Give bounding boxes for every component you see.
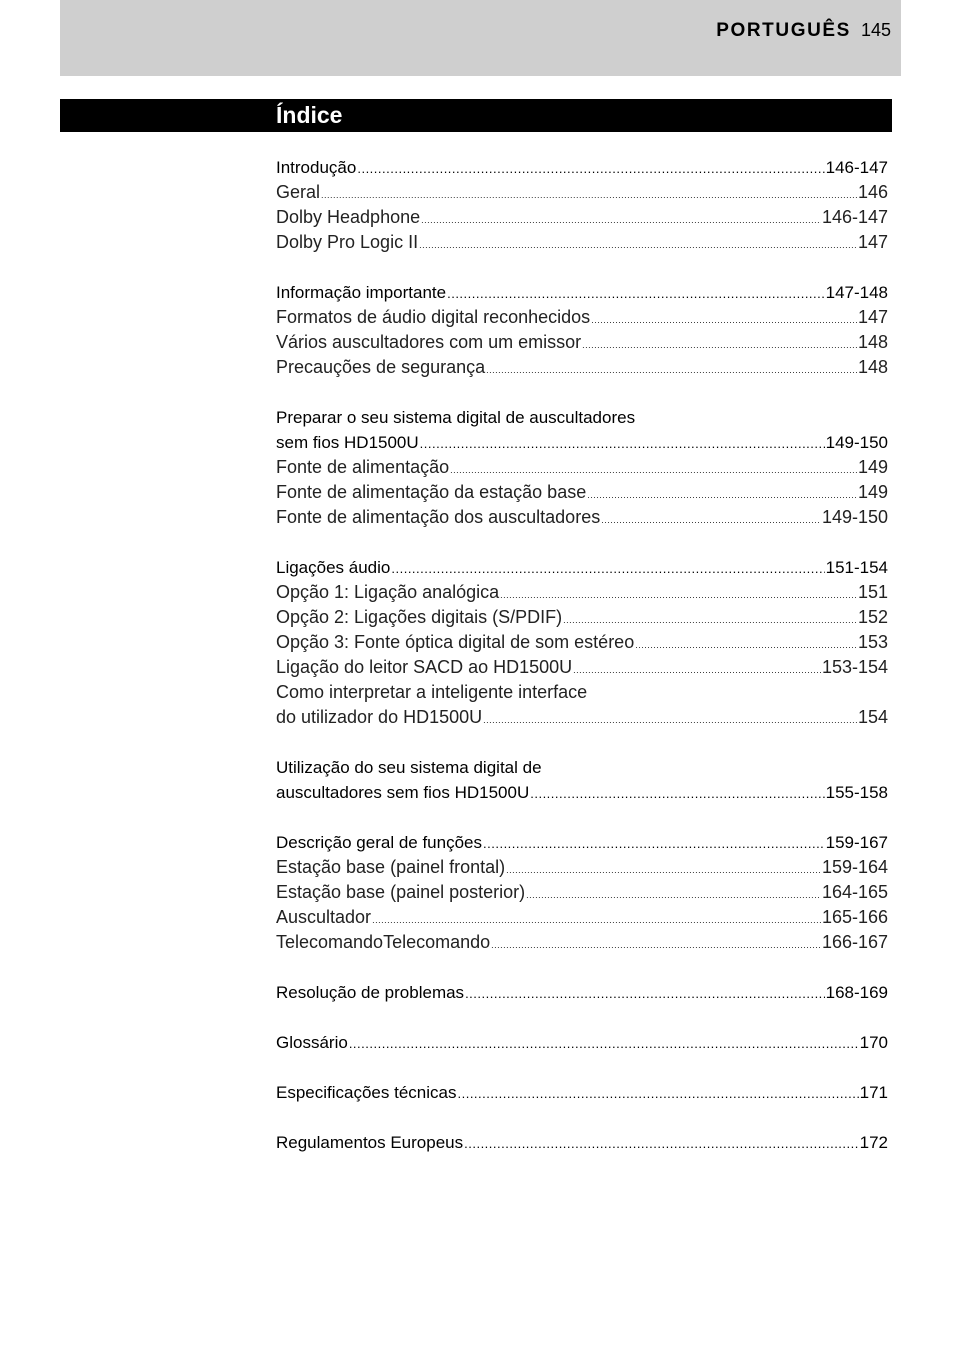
dot-leader [530, 781, 824, 806]
dot-leader [483, 831, 825, 856]
dot-leader [465, 981, 825, 1006]
toc-entry-title: auscultadores sem fios HD1500U [276, 783, 530, 802]
toc-entry [276, 430, 888, 455]
toc-entry-page: 166-167 [821, 932, 888, 952]
toc-entry-page: 151-154 [825, 558, 888, 577]
toc-entry [276, 755, 888, 780]
toc-entry [276, 480, 888, 505]
toc-entry-title: Preparar o seu sistema digital de auscultadores [276, 408, 636, 427]
running-header [716, 20, 891, 42]
toc-entry-title: Precauções de segurança [276, 357, 486, 377]
toc-entry [276, 1080, 888, 1105]
toc-entry-page: 154 [857, 707, 888, 727]
dot-leader [506, 858, 821, 883]
toc-entry-title: Regulamentos Europeus [276, 1133, 464, 1152]
toc-entry-page: 164-165 [821, 882, 888, 902]
toc-entry [276, 280, 888, 305]
dot-leader [483, 708, 857, 733]
toc-entry [276, 855, 888, 880]
toc-entry-page: 146-147 [825, 158, 888, 177]
toc-entry [276, 680, 888, 705]
toc-entry-title: Auscultador [276, 907, 372, 927]
toc-entry [276, 830, 888, 855]
dot-leader [349, 1031, 859, 1056]
toc-entry-title: Geral [276, 182, 321, 202]
toc-entry [276, 1130, 888, 1155]
toc-entry-page: 147-148 [825, 283, 888, 302]
toc-entry [276, 880, 888, 905]
toc-entry-page: 151 [857, 582, 888, 602]
toc-entry-title: Dolby Pro Logic II [276, 232, 419, 252]
toc-entry [276, 1030, 888, 1055]
toc-entry [276, 155, 888, 180]
toc-entry-page: 147 [857, 232, 888, 252]
toc-entry-page: 168-169 [825, 983, 888, 1002]
toc-entry [276, 455, 888, 480]
toc-entry [276, 505, 888, 530]
toc-entry-page: 152 [857, 607, 888, 627]
toc-entry-title: Estação base (painel posterior) [276, 882, 526, 902]
toc-entry-page: 172 [859, 1133, 888, 1152]
toc-entry [276, 555, 888, 580]
page-number: 145 [860, 20, 891, 40]
toc-entry-title: Vários auscultadores com um emissor [276, 332, 582, 352]
toc-entry [276, 405, 888, 430]
toc-entry [276, 655, 888, 680]
toc-entry-title: sem fios HD1500U [276, 433, 419, 452]
dot-leader [573, 658, 821, 683]
toc-entry-page: 149-150 [825, 433, 888, 452]
toc-entry-title: Fonte de alimentação da estação base [276, 482, 587, 502]
dot-leader [421, 208, 821, 233]
toc-entry-page: 153-154 [821, 657, 888, 677]
toc-entry-title: Fonte de alimentação dos auscultadores [276, 507, 601, 527]
toc-entry-page: 170 [859, 1033, 888, 1052]
toc-entry [276, 355, 888, 380]
toc-entry-title: Especificações técnicas [276, 1083, 457, 1102]
toc-entry-page: 153 [857, 632, 888, 652]
toc-entry-title: Utilização do seu sistema digital de [276, 758, 542, 777]
toc-entry-page: 159-164 [821, 857, 888, 877]
toc-entry-title: Formatos de áudio digital reconhecidos [276, 307, 591, 327]
toc-entry [276, 230, 888, 255]
toc-entry-title: Estação base (painel frontal) [276, 857, 506, 877]
toc-entry [276, 930, 888, 955]
dot-leader [357, 156, 824, 181]
toc-entry [276, 780, 888, 805]
toc-entry [276, 705, 888, 730]
toc-entry-page: 165-166 [821, 907, 888, 927]
toc-entry [276, 605, 888, 630]
toc-entry [276, 980, 888, 1005]
toc-entry-page: 148 [857, 332, 888, 352]
toc-entry-title: Como interpretar a inteligente interface [276, 682, 588, 702]
dot-leader [587, 483, 857, 508]
dot-leader [464, 1131, 859, 1156]
toc-entry-title: TelecomandoTelecomando [276, 932, 491, 952]
toc-entry-title: Opção 2: Ligações digitais (S/PDIF) [276, 607, 563, 627]
toc-entry [276, 305, 888, 330]
toc-entry-title: Opção 1: Ligação analógica [276, 582, 500, 602]
toc-entry-title: Ligação do leitor SACD ao HD1500U [276, 657, 573, 677]
toc-entry-page: 146 [857, 182, 888, 202]
toc-entry-page: 149 [857, 457, 888, 477]
title-bar [60, 99, 892, 132]
toc-entry-title: Ligações áudio [276, 558, 391, 577]
toc-entry-page: 146-147 [821, 207, 888, 227]
dot-leader [591, 308, 857, 333]
dot-leader [457, 1081, 858, 1106]
toc-entry [276, 205, 888, 230]
toc-entry-page: 159-167 [825, 833, 888, 852]
toc-entry [276, 180, 888, 205]
toc-entry-title: Descrição geral de funções [276, 833, 483, 852]
language-label: PORTUGUÊS [716, 20, 851, 41]
dot-leader [391, 556, 824, 581]
toc-entry-title: Resolução de problemas [276, 983, 465, 1002]
dot-leader [526, 883, 821, 908]
toc-entry-page: 148 [857, 357, 888, 377]
toc-entry [276, 580, 888, 605]
toc-entry-page: 171 [859, 1083, 888, 1102]
toc-entry-title: Glossário [276, 1033, 348, 1052]
toc-entry [276, 330, 888, 355]
toc-entry-title: Introdução [276, 158, 357, 177]
toc-entry-page: 155-158 [825, 783, 888, 802]
dot-leader [486, 358, 857, 383]
toc-entry-title: Dolby Headphone [276, 207, 421, 227]
toc-entry [276, 905, 888, 930]
toc-entry-page: 149-150 [821, 507, 888, 527]
dot-leader [419, 233, 857, 258]
toc-entry [276, 630, 888, 655]
dot-leader [601, 508, 821, 533]
toc-entry-title: Fonte de alimentação [276, 457, 450, 477]
dot-leader [447, 281, 825, 306]
toc-entry-page: 149 [857, 482, 888, 502]
dot-leader [582, 333, 857, 358]
toc-entry-title: Informação importante [276, 283, 447, 302]
page-title: Índice [276, 102, 343, 128]
toc-entry-title: do utilizador do HD1500U [276, 707, 483, 727]
dot-leader [420, 431, 825, 456]
dot-leader [491, 933, 821, 958]
toc-entry-title: Opção 3: Fonte óptica digital de som estéreo [276, 632, 635, 652]
table-of-contents [276, 155, 888, 1155]
toc-entry-page: 147 [857, 307, 888, 327]
